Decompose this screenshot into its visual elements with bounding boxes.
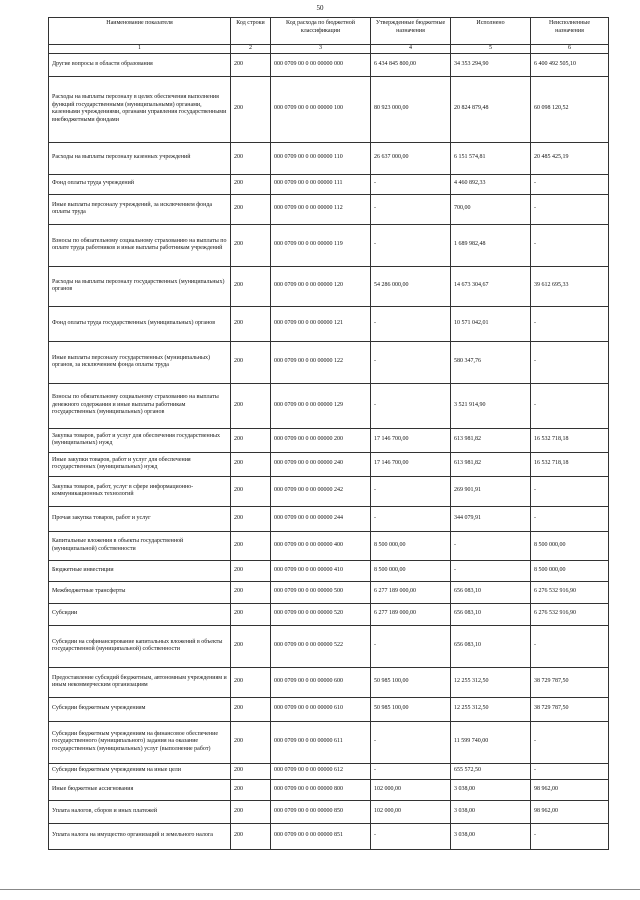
cell-name: Уплата налога на имущество организаций и земельного налога bbox=[49, 823, 231, 849]
column-number: 4 bbox=[371, 45, 451, 54]
cell-approved: 17 146 700,00 bbox=[371, 428, 451, 452]
cell-executed: 3 038,00 bbox=[451, 779, 531, 800]
table-row bbox=[49, 383, 609, 428]
cell-code: 200 bbox=[231, 266, 271, 306]
cell-executed: 6 151 574,81 bbox=[451, 142, 531, 174]
header-indicator-name: Наименование показателя bbox=[49, 18, 231, 45]
cell-approved: 50 985 100,00 bbox=[371, 667, 451, 697]
cell-approved: 6 277 189 000,00 bbox=[371, 603, 451, 625]
cell-name: Расходы на выплаты персоналу казенных учреждений bbox=[49, 142, 231, 174]
cell-name: Уплата налогов, сборов и иных платежей bbox=[49, 800, 231, 823]
table-row bbox=[49, 174, 609, 194]
cell-approved: - bbox=[371, 625, 451, 667]
table-row bbox=[49, 763, 609, 779]
table-row bbox=[49, 721, 609, 763]
cell-kbk: 000 0709 00 0 00 00000 112 bbox=[271, 194, 371, 224]
cell-executed: 3 038,00 bbox=[451, 800, 531, 823]
cell-code: 200 bbox=[231, 625, 271, 667]
cell-name: Межбюджетные трансферты bbox=[49, 581, 231, 603]
cell-name: Взносы по обязательному социальному страхованию на выплаты денежного содержания и иные выплаты работникам государственных (муниципальных) органов bbox=[49, 383, 231, 428]
cell-executed: 656 083,10 bbox=[451, 625, 531, 667]
cell-approved: 54 286 000,00 bbox=[371, 266, 451, 306]
cell-remaining: - bbox=[531, 763, 609, 779]
cell-kbk: 000 0709 00 0 00 00000 000 bbox=[271, 53, 371, 76]
cell-name: Бюджетные инвестиции bbox=[49, 560, 231, 581]
cell-executed: 580 347,76 bbox=[451, 341, 531, 383]
cell-remaining: - bbox=[531, 823, 609, 849]
table-row bbox=[49, 667, 609, 697]
cell-code: 200 bbox=[231, 697, 271, 721]
cell-remaining: - bbox=[531, 476, 609, 506]
cell-kbk: 000 0709 00 0 00 00000 120 bbox=[271, 266, 371, 306]
cell-kbk: 000 0709 00 0 00 00000 100 bbox=[271, 76, 371, 142]
cell-code: 200 bbox=[231, 581, 271, 603]
column-number: 6 bbox=[531, 45, 609, 54]
cell-kbk: 000 0709 00 0 00 00000 242 bbox=[271, 476, 371, 506]
table-row bbox=[49, 452, 609, 476]
table-row bbox=[49, 625, 609, 667]
cell-code: 200 bbox=[231, 779, 271, 800]
cell-code: 200 bbox=[231, 560, 271, 581]
header-remaining: Неисполненные назначения bbox=[531, 18, 609, 45]
cell-kbk: 000 0709 00 0 00 00000 612 bbox=[271, 763, 371, 779]
cell-executed: 10 571 042,01 bbox=[451, 306, 531, 341]
cell-executed: - bbox=[451, 560, 531, 581]
cell-name: Капитальные вложения в объекты государственной (муниципальной) собственности bbox=[49, 531, 231, 560]
table-row bbox=[49, 603, 609, 625]
table-row bbox=[49, 800, 609, 823]
cell-remaining: - bbox=[531, 625, 609, 667]
cell-remaining: 60 098 120,52 bbox=[531, 76, 609, 142]
table-row bbox=[49, 531, 609, 560]
cell-code: 200 bbox=[231, 531, 271, 560]
cell-remaining: 6 276 532 916,90 bbox=[531, 581, 609, 603]
cell-name: Расходы на выплаты персоналу в целях обеспечения выполнения функций государственными (муниципальными) органами, казенными учреждениями, органами управления государственными внебюджетными фондами bbox=[49, 76, 231, 142]
cell-name: Другие вопросы в области образования bbox=[49, 53, 231, 76]
cell-name: Иные выплаты персоналу государственных (муниципальных) органов, за исключением фонда оплаты труда bbox=[49, 341, 231, 383]
cell-remaining: - bbox=[531, 341, 609, 383]
cell-kbk: 000 0709 00 0 00 00000 851 bbox=[271, 823, 371, 849]
cell-remaining: - bbox=[531, 506, 609, 531]
table-row bbox=[49, 779, 609, 800]
table-row bbox=[49, 194, 609, 224]
cell-remaining: 6 276 532 916,90 bbox=[531, 603, 609, 625]
cell-remaining: 20 485 425,19 bbox=[531, 142, 609, 174]
cell-approved: - bbox=[371, 721, 451, 763]
cell-remaining: - bbox=[531, 194, 609, 224]
cell-remaining: - bbox=[531, 224, 609, 266]
cell-code: 200 bbox=[231, 800, 271, 823]
cell-approved: 26 637 000,00 bbox=[371, 142, 451, 174]
cell-kbk: 000 0709 00 0 00 00000 244 bbox=[271, 506, 371, 531]
cell-code: 200 bbox=[231, 506, 271, 531]
cell-executed: 700,00 bbox=[451, 194, 531, 224]
cell-name: Предоставление субсидий бюджетным, автономным учреждениям и иным некоммерческим организациям bbox=[49, 667, 231, 697]
table-row bbox=[49, 476, 609, 506]
cell-remaining: 8 500 000,00 bbox=[531, 560, 609, 581]
cell-name: Иные закупки товаров, работ и услуг для обеспечения государственных (муниципальных) нужд bbox=[49, 452, 231, 476]
cell-approved: - bbox=[371, 224, 451, 266]
column-number: 1 bbox=[49, 45, 231, 54]
column-number: 3 bbox=[271, 45, 371, 54]
cell-kbk: 000 0709 00 0 00 00000 129 bbox=[271, 383, 371, 428]
cell-code: 200 bbox=[231, 341, 271, 383]
cell-approved: - bbox=[371, 823, 451, 849]
cell-kbk: 000 0709 00 0 00 00000 110 bbox=[271, 142, 371, 174]
cell-kbk: 000 0709 00 0 00 00000 610 bbox=[271, 697, 371, 721]
table-row bbox=[49, 76, 609, 142]
cell-code: 200 bbox=[231, 224, 271, 266]
cell-approved: - bbox=[371, 506, 451, 531]
page-number: 50 bbox=[316, 4, 324, 12]
cell-executed: 14 673 304,67 bbox=[451, 266, 531, 306]
cell-name: Расходы на выплаты персоналу государственных (муниципальных) органов bbox=[49, 266, 231, 306]
cell-kbk: 000 0709 00 0 00 00000 520 bbox=[271, 603, 371, 625]
table-row bbox=[49, 823, 609, 849]
table-row bbox=[49, 306, 609, 341]
cell-approved: 6 277 189 000,00 bbox=[371, 581, 451, 603]
cell-kbk: 000 0709 00 0 00 00000 400 bbox=[271, 531, 371, 560]
cell-remaining: 16 532 718,18 bbox=[531, 428, 609, 452]
header-line-code: Код строки bbox=[231, 18, 271, 45]
cell-executed: 3 521 914,90 bbox=[451, 383, 531, 428]
cell-remaining: 38 729 787,50 bbox=[531, 667, 609, 697]
cell-code: 200 bbox=[231, 452, 271, 476]
cell-executed: 655 572,50 bbox=[451, 763, 531, 779]
cell-kbk: 000 0709 00 0 00 00000 850 bbox=[271, 800, 371, 823]
column-number: 5 bbox=[451, 45, 531, 54]
cell-name: Субсидии на софинансирование капитальных вложений в объекты государственной (муниципальной) собственности bbox=[49, 625, 231, 667]
cell-code: 200 bbox=[231, 721, 271, 763]
cell-code: 200 bbox=[231, 306, 271, 341]
cell-kbk: 000 0709 00 0 00 00000 500 bbox=[271, 581, 371, 603]
cell-kbk: 000 0709 00 0 00 00000 121 bbox=[271, 306, 371, 341]
cell-approved: 102 000,00 bbox=[371, 800, 451, 823]
cell-approved: 6 434 845 800,00 bbox=[371, 53, 451, 76]
cell-code: 200 bbox=[231, 142, 271, 174]
cell-approved: 8 500 000,00 bbox=[371, 560, 451, 581]
cell-name: Фонд оплаты труда учреждений bbox=[49, 174, 231, 194]
cell-kbk: 000 0709 00 0 00 00000 600 bbox=[271, 667, 371, 697]
cell-kbk: 000 0709 00 0 00 00000 119 bbox=[271, 224, 371, 266]
cell-code: 200 bbox=[231, 476, 271, 506]
cell-approved: 102 000,00 bbox=[371, 779, 451, 800]
table-row bbox=[49, 53, 609, 76]
column-number: 2 bbox=[231, 45, 271, 54]
cell-code: 200 bbox=[231, 53, 271, 76]
cell-executed: 3 038,00 bbox=[451, 823, 531, 849]
cell-kbk: 000 0709 00 0 00 00000 122 bbox=[271, 341, 371, 383]
cell-remaining: 6 400 492 505,10 bbox=[531, 53, 609, 76]
table-row bbox=[49, 581, 609, 603]
cell-remaining: 38 729 787,50 bbox=[531, 697, 609, 721]
table-row bbox=[49, 224, 609, 266]
header-approved: Утвержденные бюджетные назначения bbox=[371, 18, 451, 45]
cell-name: Закупка товаров, работ и услуг для обеспечения государственных (муниципальных) нужд bbox=[49, 428, 231, 452]
cell-code: 200 bbox=[231, 383, 271, 428]
cell-kbk: 000 0709 00 0 00 00000 200 bbox=[271, 428, 371, 452]
cell-code: 200 bbox=[231, 603, 271, 625]
cell-code: 200 bbox=[231, 194, 271, 224]
cell-executed: 11 599 740,00 bbox=[451, 721, 531, 763]
cell-executed: 1 689 982,48 bbox=[451, 224, 531, 266]
cell-approved: 17 146 700,00 bbox=[371, 452, 451, 476]
cell-code: 200 bbox=[231, 763, 271, 779]
cell-name: Иные выплаты персоналу учреждений, за исключением фонда оплаты труда bbox=[49, 194, 231, 224]
cell-approved: - bbox=[371, 306, 451, 341]
cell-executed: 12 255 312,50 bbox=[451, 667, 531, 697]
cell-executed: - bbox=[451, 531, 531, 560]
cell-executed: 20 824 879,48 bbox=[451, 76, 531, 142]
cell-name: Взносы по обязательному социальному страхованию на выплаты по оплате труда работников и иные выплаты работникам учреждений bbox=[49, 224, 231, 266]
cell-executed: 613 981,82 bbox=[451, 452, 531, 476]
cell-approved: - bbox=[371, 174, 451, 194]
cell-approved: 50 985 100,00 bbox=[371, 697, 451, 721]
column-number-row bbox=[49, 45, 609, 54]
table-header-row bbox=[49, 18, 609, 45]
budget-execution-table bbox=[48, 17, 609, 850]
table-row bbox=[49, 341, 609, 383]
cell-kbk: 000 0709 00 0 00 00000 611 bbox=[271, 721, 371, 763]
cell-name: Субсидии bbox=[49, 603, 231, 625]
table-row bbox=[49, 506, 609, 531]
cell-name: Прочая закупка товаров, работ и услуг bbox=[49, 506, 231, 531]
cell-kbk: 000 0709 00 0 00 00000 111 bbox=[271, 174, 371, 194]
cell-name: Субсидии бюджетным учреждениям bbox=[49, 697, 231, 721]
cell-kbk: 000 0709 00 0 00 00000 410 bbox=[271, 560, 371, 581]
cell-remaining: 39 612 695,33 bbox=[531, 266, 609, 306]
cell-executed: 656 083,10 bbox=[451, 581, 531, 603]
bottom-rule bbox=[0, 889, 640, 890]
cell-remaining: 98 962,00 bbox=[531, 779, 609, 800]
cell-executed: 344 079,91 bbox=[451, 506, 531, 531]
cell-name: Субсидии бюджетным учреждениям на финансовое обеспечение государственного (муниципального) задания на оказание государственных (муниципальных) услуг (выполнение работ) bbox=[49, 721, 231, 763]
cell-remaining: - bbox=[531, 383, 609, 428]
cell-remaining: 98 962,00 bbox=[531, 800, 609, 823]
cell-remaining: 8 500 000,00 bbox=[531, 531, 609, 560]
cell-approved: - bbox=[371, 194, 451, 224]
cell-approved: - bbox=[371, 383, 451, 428]
header-executed: Исполнено bbox=[451, 18, 531, 45]
cell-approved: - bbox=[371, 763, 451, 779]
cell-remaining: - bbox=[531, 721, 609, 763]
cell-code: 200 bbox=[231, 823, 271, 849]
cell-approved: 80 923 000,00 bbox=[371, 76, 451, 142]
cell-remaining: - bbox=[531, 306, 609, 341]
table-row bbox=[49, 142, 609, 174]
cell-executed: 613 981,82 bbox=[451, 428, 531, 452]
cell-approved: - bbox=[371, 341, 451, 383]
cell-executed: 34 353 294,90 bbox=[451, 53, 531, 76]
table-row bbox=[49, 266, 609, 306]
table-row bbox=[49, 560, 609, 581]
header-budget-code: Код расхода по бюджетной классификации bbox=[271, 18, 371, 45]
cell-executed: 656 083,10 bbox=[451, 603, 531, 625]
table-row bbox=[49, 428, 609, 452]
cell-name: Закупка товаров, работ, услуг в сфере информационно-коммуникационных технологий bbox=[49, 476, 231, 506]
cell-remaining: - bbox=[531, 174, 609, 194]
cell-code: 200 bbox=[231, 667, 271, 697]
cell-code: 200 bbox=[231, 428, 271, 452]
cell-name: Иные бюджетные ассигнования bbox=[49, 779, 231, 800]
cell-kbk: 000 0709 00 0 00 00000 240 bbox=[271, 452, 371, 476]
cell-remaining: 16 532 718,18 bbox=[531, 452, 609, 476]
cell-name: Фонд оплаты труда государственных (муниципальных) органов bbox=[49, 306, 231, 341]
cell-executed: 4 460 892,33 bbox=[451, 174, 531, 194]
cell-executed: 269 901,91 bbox=[451, 476, 531, 506]
cell-name: Субсидии бюджетным учреждениям на иные цели bbox=[49, 763, 231, 779]
cell-approved: 8 500 000,00 bbox=[371, 531, 451, 560]
cell-kbk: 000 0709 00 0 00 00000 800 bbox=[271, 779, 371, 800]
cell-code: 200 bbox=[231, 174, 271, 194]
table-row bbox=[49, 697, 609, 721]
cell-code: 200 bbox=[231, 76, 271, 142]
cell-executed: 12 255 312,50 bbox=[451, 697, 531, 721]
cell-kbk: 000 0709 00 0 00 00000 522 bbox=[271, 625, 371, 667]
cell-approved: - bbox=[371, 476, 451, 506]
